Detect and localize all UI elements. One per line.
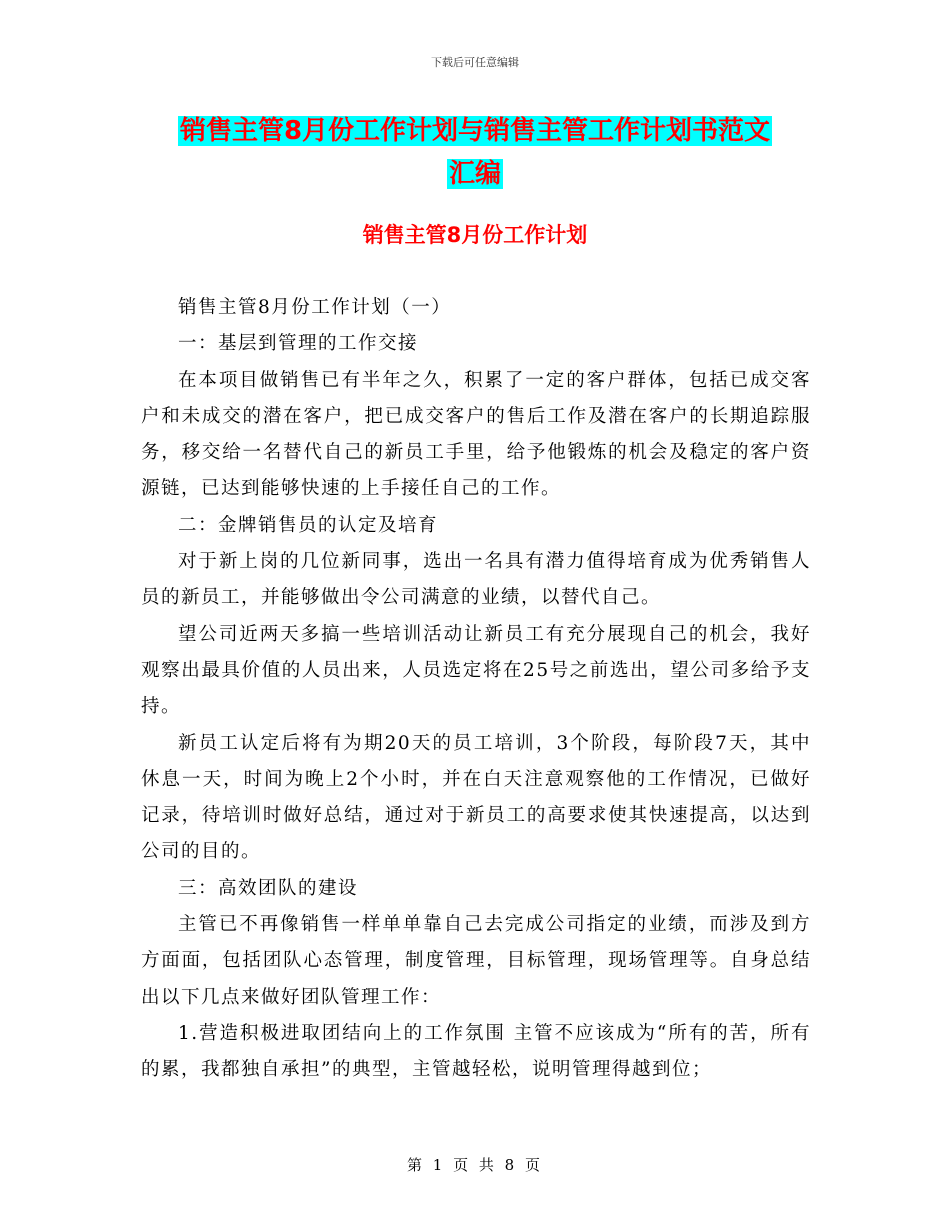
section-title: 销售主管8月份工作计划: [362, 223, 588, 247]
document-title-line-1: [0, 113, 950, 149]
body-paragraph: 1.营造积极进取团结向上的工作氛围 主管不应该成为“所有的苦，所有的累，我都独自承担”的典型，主管越轻松，说明管理得越到位；: [141, 1022, 811, 1081]
body-paragraph: 一：基层到管理的工作交接: [178, 333, 419, 355]
body-paragraph: 新员工认定后将有为期20天的员工培训，3个阶段，每阶段7天，其中休息一天，时间为晚上2个小时，并在白天注意观察他的工作情况，已做好记录，待培训时做好总结，通过对于新员工的高要求使其快速提高，以达到公司的目的。: [141, 732, 811, 863]
body-paragraph: 在本项目做销售已有半年之久，积累了一定的客户群体，包括已成交客户和未成交的潜在客户，把已成交客户的售后工作及潜在客户的长期追踪服务，移交给一名替代自己的新员工手里，给予他锻炼的机会及稳定的客户资源链，已达到能够快速的上手接任自己的工作。: [141, 369, 811, 500]
body-paragraph: 三：高效团队的建设: [178, 877, 359, 899]
body-paragraph: 对于新上岗的几位新同事，选出一名具有潜力值得培育成为优秀销售人员的新员工，并能够做出令公司满意的业绩，以替代自己。: [141, 551, 811, 609]
document-title-text-2: 汇编: [448, 159, 501, 189]
body-paragraph: 望公司近两天多搞一些培训活动让新员工有充分展现自己的机会，我好观察出最具价值的人员出来，人员选定将在25号之前选出，望公司多给予支持。: [141, 623, 811, 718]
header-note: 下载后可任意编辑: [431, 56, 519, 69]
body-paragraph: 销售主管8月份工作计划（一）: [178, 297, 452, 318]
document-body: [141, 290, 811, 1089]
body-paragraph: 二：金牌销售员的认定及培育: [178, 514, 439, 536]
document-title-line-2: [0, 156, 950, 192]
page-footer: 第 1 页 共 8 页: [407, 1156, 543, 1174]
document-title-text-1: 销售主管8月份工作计划与销售主管工作计划书范文: [179, 116, 771, 146]
body-paragraph: 主管已不再像销售一样单单靠自己去完成公司指定的业绩，而涉及到方方面面，包括团队心态管理，制度管理，目标管理，现场管理等。自身总结出以下几点来做好团队管理工作：: [141, 914, 811, 1008]
